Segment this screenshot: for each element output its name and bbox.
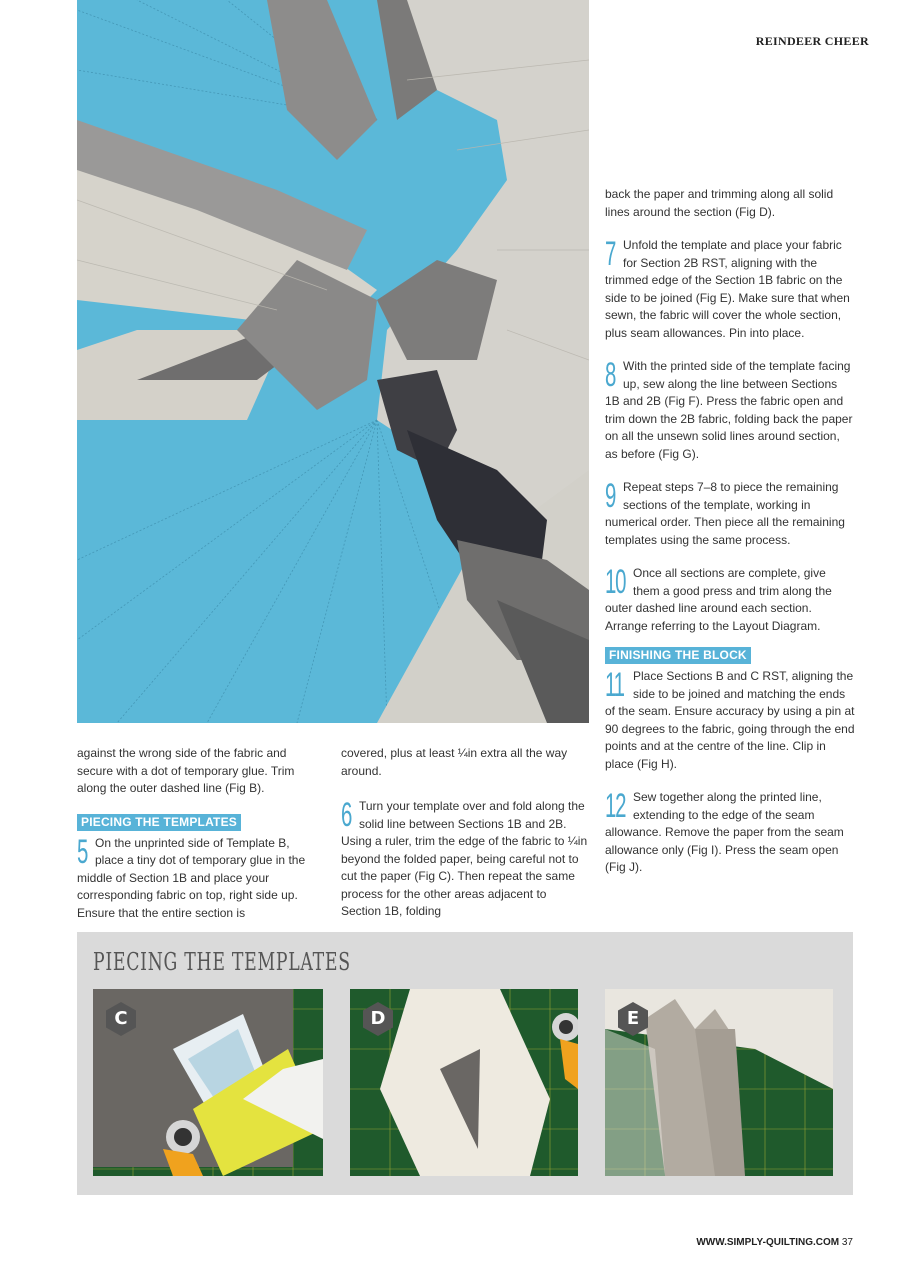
- step-8: [605, 358, 855, 463]
- step-number: 9: [605, 477, 616, 515]
- badge-c: [103, 1001, 139, 1037]
- badge-label: E: [626, 1008, 640, 1029]
- page-number: 37: [841, 1237, 853, 1248]
- page-footer: [696, 1237, 853, 1248]
- step-12: [605, 789, 855, 877]
- column-left: [77, 745, 317, 938]
- step-number: 10: [605, 563, 626, 601]
- hero-quilt-photo: [77, 0, 589, 723]
- photo-fig-d: [350, 989, 578, 1176]
- column-right: [605, 186, 855, 893]
- step-10: [605, 565, 855, 635]
- step-number: 11: [605, 666, 624, 704]
- step-text: With the printed side of the template facing up, sew along the line between Sections 1B and 2B (Fig F). Press the fabric open and trim down the 2B fabric, folding back the paper on all the unsewn solid lines around section, as before (Fig G).: [605, 359, 853, 461]
- step-number: 5: [77, 832, 88, 871]
- photo-fig-e: [605, 989, 833, 1176]
- running-header: REINDEER CHEER: [755, 34, 869, 48]
- step-number: 12: [605, 787, 626, 825]
- column-left-intro: against the wrong side of the fabric and secure with a dot of temporary glue. Trim along the outer dashed line (Fig B).: [77, 746, 295, 795]
- section-heading-finishing: FINISHING THE BLOCK: [605, 647, 751, 664]
- section-heading-piecing: PIECING THE TEMPLATES: [77, 814, 241, 831]
- photo-fig-c: [93, 989, 323, 1176]
- column-middle: [341, 745, 589, 937]
- step-text: Place Sections B and C RST, aligning the side to be joined and matching the ends of the seam. Ensure accuracy by using a pin at 90 degrees to the fabric, going through the end points and at the centre of the line. Clip in place (Fig H).: [605, 669, 855, 771]
- step-text: On the unprinted side of Template B, place a tiny dot of temporary glue in the middle of Section 1B and place your corresponding fabric on top, right side up. Ensure that the entire section is: [77, 835, 306, 920]
- badge-e: [615, 1001, 651, 1037]
- badge-d: [360, 1001, 396, 1037]
- badge-label: C: [114, 1008, 128, 1029]
- step-5: [77, 832, 317, 923]
- step-6: [341, 798, 589, 921]
- step-text: Once all sections are complete, give them a good press and trim along the outer dashed line around each section. Arrange referring to the Layout Diagram.: [605, 566, 832, 633]
- step-text: Sew together along the printed line, extending to the edge of the seam allowance. Remove the paper from the seam allowance only (Fig I). Press the seam open (Fig J).: [605, 790, 844, 874]
- column-right-intro: back the paper and trimming along all solid lines around the section (Fig D).: [605, 187, 834, 219]
- column-middle-intro: covered, plus at least ¼in extra all the way around.: [341, 746, 568, 778]
- step-11: [605, 668, 855, 773]
- panel-title: PIECING THE TEMPLATES: [93, 948, 351, 976]
- badge-label: D: [370, 1008, 386, 1029]
- step-9: [605, 479, 855, 549]
- step-number: 6: [341, 796, 352, 834]
- footer-site: WWW.SIMPLY-QUILTING.COM: [696, 1237, 840, 1248]
- step-text: Turn your template over and fold along the solid line between Sections 1B and 2B. Using a ruler, trim the edge of the fabric to ¼in beyond the folded paper, being careful not to cut the paper (Fig C). Then repeat the same process for the other areas adjacent to Section 1B, folding: [341, 799, 588, 918]
- step-number: 7: [605, 235, 616, 273]
- step-text: Unfold the template and place your fabric for Section 2B RST, aligning with the trimmed edge of the Section 1B fabric on the side to be joined (Fig E). Make sure that when sewn, the fabric will cover the whole section, plus seam allowances. Pin into place.: [605, 238, 850, 340]
- step-text: Repeat steps 7–8 to piece the remaining sections of the template, working in numerical order. Then piece all the remaining templates using the same process.: [605, 480, 845, 547]
- step-number: 8: [605, 356, 616, 394]
- piecing-photos-panel: [77, 932, 853, 1195]
- step-7: [605, 237, 855, 342]
